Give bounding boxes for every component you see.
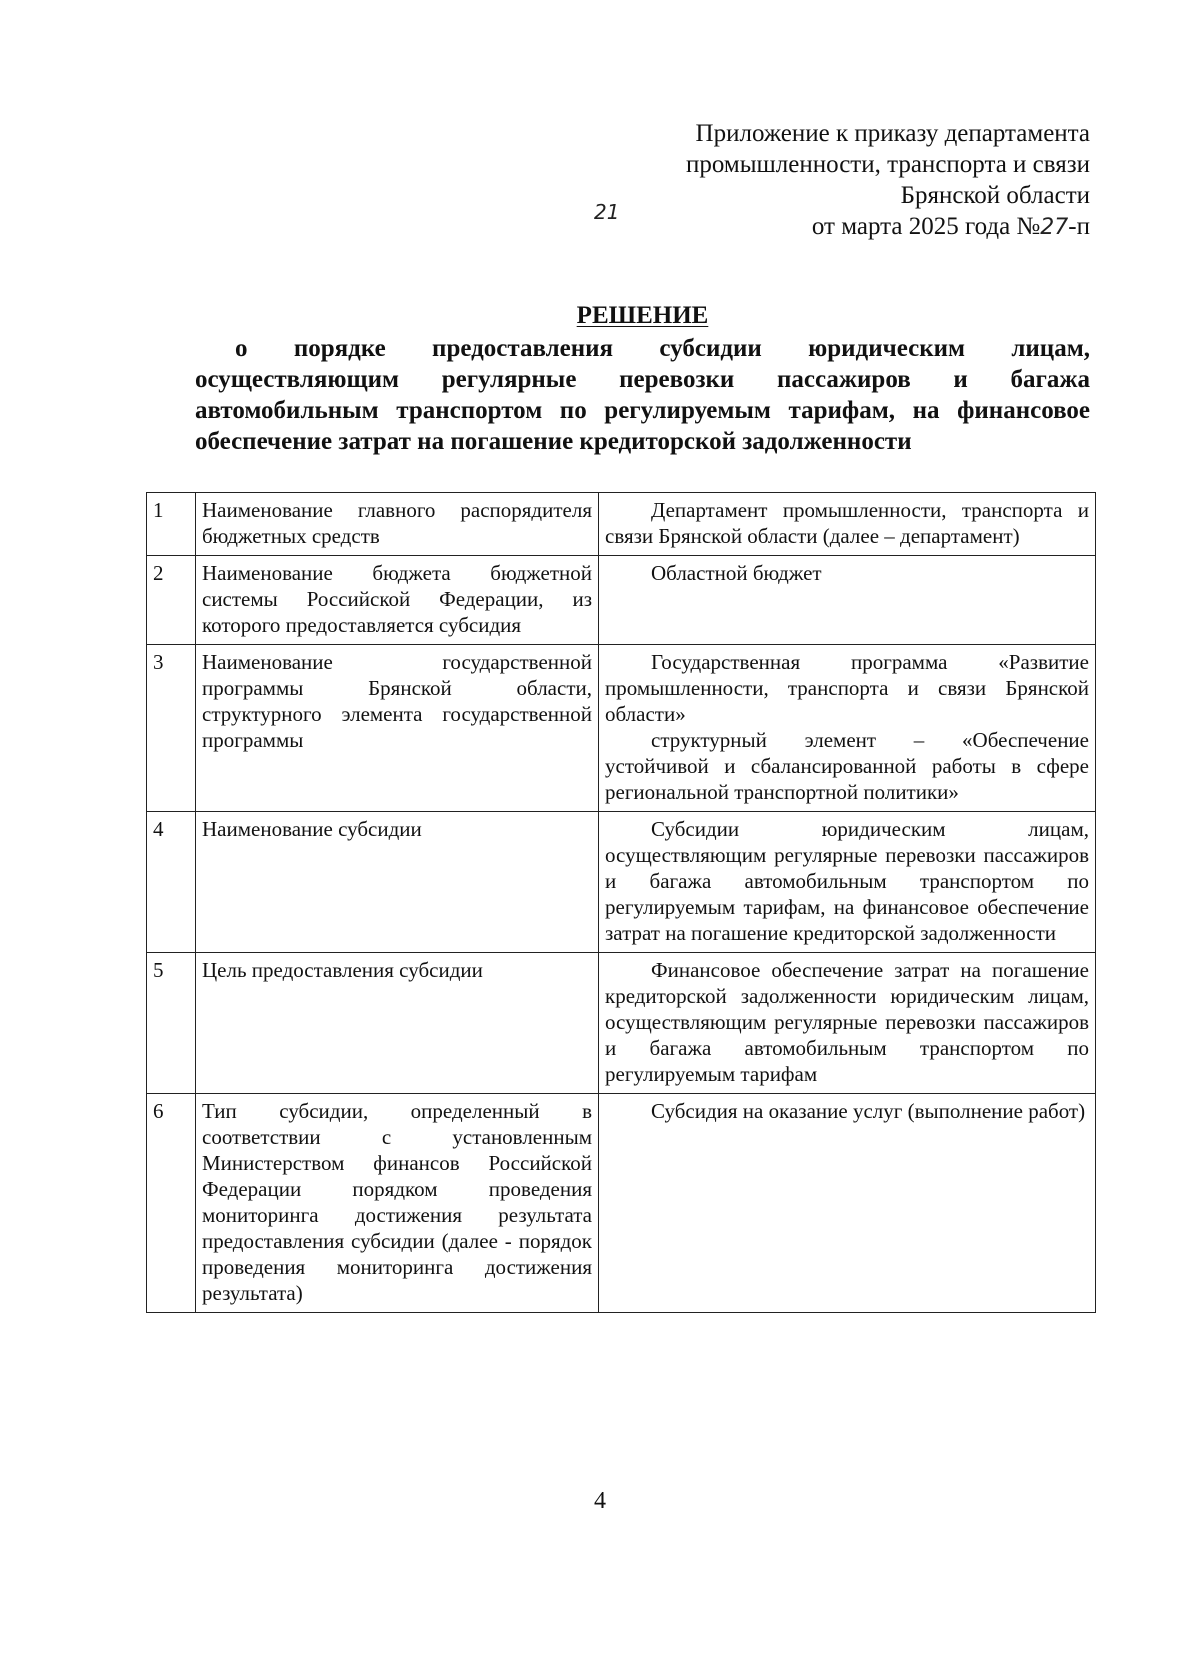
decision-heading: РЕШЕНИЕ: [576, 302, 709, 329]
row-value-paragraph: Финансовое обеспечение затрат на погашение кредиторской задолженности юридическим лицам, осуществляющим регулярные перевозки пассажиров и багажа автомобильным транспортом по регулируемым тарифам: [605, 958, 1089, 1086]
subsidy-table: [146, 492, 1096, 1313]
row-value-paragraph: Государственная программа «Развитие промышленности, транспорта и связи Брянской области»: [605, 650, 1089, 726]
row-number: 3: [147, 645, 196, 812]
number-suffix: -п: [1068, 213, 1090, 240]
row-number: 4: [147, 812, 196, 953]
date-prefix: от: [811, 213, 835, 240]
appendix-header: [593, 118, 1090, 243]
row-label: Наименование государственной программы Брянской области, структурного элемента государственной программы: [196, 645, 599, 812]
table-row: [147, 812, 1096, 953]
row-number: 5: [147, 953, 196, 1094]
row-value-paragraph: Субсидии юридическим лицам, осуществляющим регулярные перевозки пассажиров и багажа автомобильным транспортом по регулируемым тарифам, на финансовое обеспечение затрат на погашение кредиторской задолженности: [605, 817, 1089, 945]
row-number: 6: [147, 1094, 196, 1313]
table-row: [147, 493, 1096, 556]
row-value: [599, 645, 1096, 812]
row-label: Наименование бюджета бюджетной системы Российской Федерации, из которого предоставляется субсидия: [196, 556, 599, 645]
row-number: 1: [147, 493, 196, 556]
table-row: [147, 556, 1096, 645]
row-number: 2: [147, 556, 196, 645]
handwritten-number: 27: [1040, 215, 1069, 240]
row-label: Цель предоставления субсидии: [196, 953, 599, 1094]
row-value: [599, 1094, 1096, 1313]
row-label: Наименование главного распорядителя бюджетных средств: [196, 493, 599, 556]
row-value: [599, 953, 1096, 1094]
decision-subject: о порядке предоставления субсидии юридическим лицам, осуществляющим регулярные перевозки пассажиров и багажа автомобильным транспортом по регулируемым тарифам, на финансовое обеспечение затрат на погашение кредиторской задолженности: [195, 335, 1090, 455]
table-row: [147, 953, 1096, 1094]
handwritten-day: 21: [593, 200, 620, 224]
appendix-line-3: Брянской области: [900, 182, 1090, 209]
row-value: [599, 556, 1096, 645]
row-value-paragraph: Областной бюджет: [651, 561, 822, 585]
row-label: Наименование субсидии: [196, 812, 599, 953]
row-value: [599, 493, 1096, 556]
row-value-paragraph: Департамент промышленности, транспорта и связи Брянской области (далее – департамент): [605, 498, 1089, 548]
page-number: 4: [594, 1488, 606, 1514]
decision-title: [195, 300, 1090, 457]
table-row: [147, 1094, 1096, 1313]
date-middle: марта 2025 года №: [841, 213, 1041, 240]
row-value: [599, 812, 1096, 953]
row-value-paragraph: Субсидия на оказание услуг (выполнение работ): [651, 1099, 1086, 1123]
row-label: Тип субсидии, определенный в соответствии с установленным Министерством финансов Российской Федерации порядком проведения мониторинга достижения результата предоставления субсидии (далее - порядок проведения мониторинга достижения результата): [196, 1094, 599, 1313]
appendix-line-1: Приложение к приказу департамента: [695, 120, 1090, 147]
row-value-paragraph: структурный элемент – «Обеспечение устойчивой и сбалансированной работы в сфере региональной транспортной политики»: [605, 728, 1089, 804]
appendix-date-line: [593, 200, 1090, 243]
appendix-line-2: промышленности, транспорта и связи: [685, 151, 1090, 178]
table-row: [147, 645, 1096, 812]
